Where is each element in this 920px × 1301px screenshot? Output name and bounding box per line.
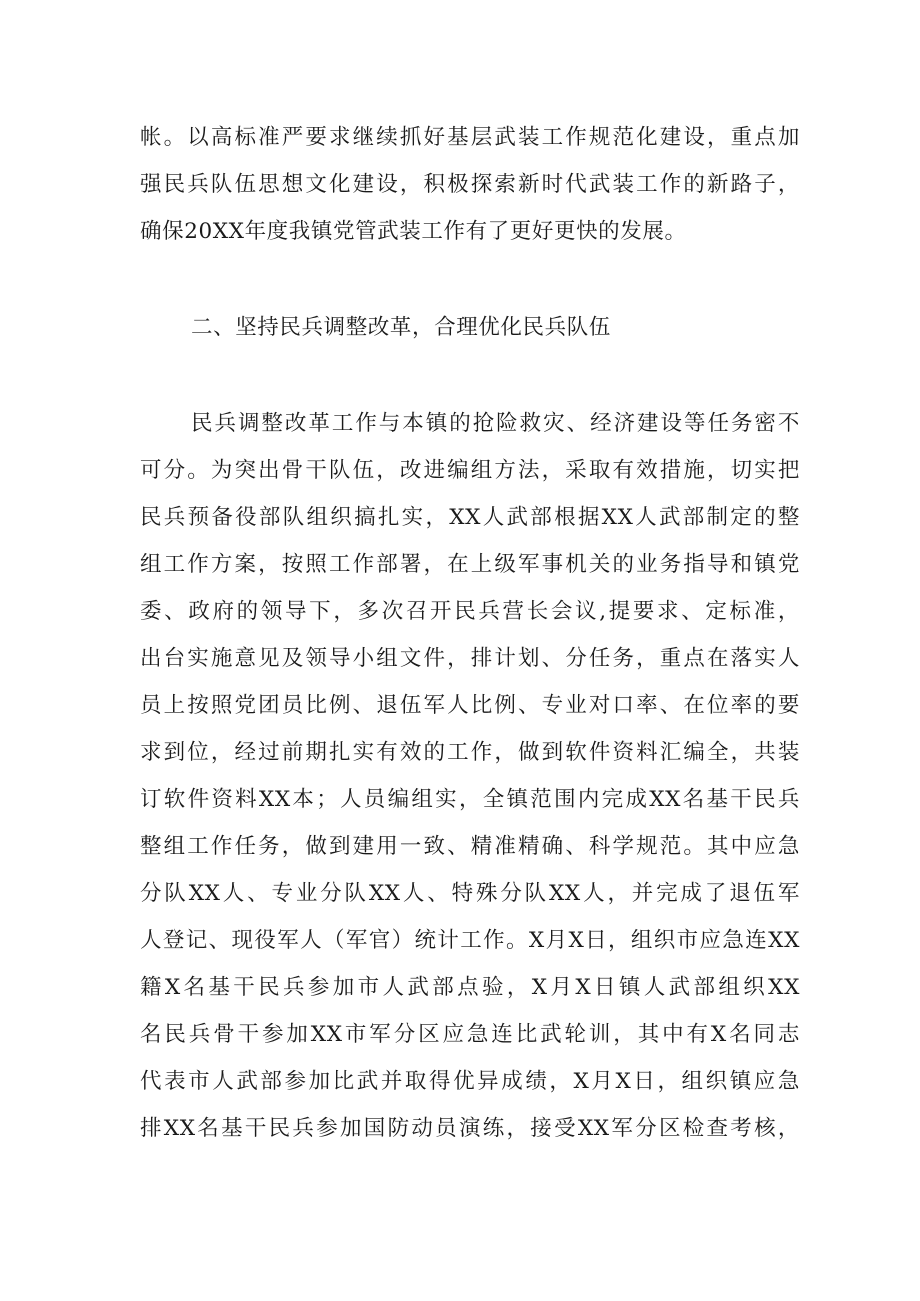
paragraph-2-line: 整组工作任务，做到建用一致、精准精确、科学规范。其中应急	[140, 834, 800, 859]
paragraph-2-line: 订软件资料XX本；人员编组实，全镇范围内完成XX名基干民兵	[140, 787, 800, 812]
paragraph-2-line: 委、政府的领导下，多次召开民兵营长会议,提要求、定标准，	[140, 599, 800, 624]
paragraph-2-line: 分队XX人、专业分队XX人、特殊分队XX人，并完成了退伍军	[140, 881, 800, 906]
paragraph-1-line: 确保20XX年度我镇党管武装工作有了更好更快的发展。	[140, 219, 687, 244]
paragraph-1-line: 帐。以高标准严要求继续抓好基层武装工作规范化建设，重点加	[140, 125, 800, 150]
paragraph-2-line: 籍X名基干民兵参加市人武部点验，X月X日镇人武部组织XX	[140, 975, 800, 1000]
section-heading: 二、坚持民兵调整改革，合理优化民兵队伍	[191, 315, 611, 340]
paragraph-2-line: 名民兵骨干参加XX市军分区应急连比武轮训，其中有X名同志	[140, 1022, 800, 1047]
paragraph-2-line: 排XX名基干民兵参加国防动员演练，接受XX军分区检查考核，	[140, 1116, 800, 1141]
paragraph-2-line: 组工作方案，按照工作部署，在上级军事机关的业务指导和镇党	[140, 552, 800, 577]
paragraph-2-line: 员上按照党团员比例、退伍军人比例、专业对口率、在位率的要	[140, 693, 800, 718]
paragraph-2-line: 可分。为突出骨干队伍，改进编组方法，采取有效措施，切实把	[140, 458, 800, 483]
paragraph-2-line: 代表市人武部参加比武并取得优异成绩，X月X日，组织镇应急	[140, 1069, 800, 1094]
paragraph-2-line: 民兵预备役部队组织搞扎实，XX人武部根据XX人武部制定的整	[140, 505, 800, 530]
paragraph-2-line: 人登记、现役军人（军官）统计工作。X月X日，组织市应急连XX	[140, 928, 800, 953]
paragraph-2-line: 民兵调整改革工作与本镇的抢险救灾、经济建设等任务密不	[191, 411, 800, 436]
paragraph-1-line: 强民兵队伍思想文化建设，积极探索新时代武装工作的新路子，	[140, 172, 800, 197]
paragraph-2-line: 出台实施意见及领导小组文件，排计划、分任务，重点在落实人	[140, 646, 800, 671]
paragraph-2-line: 求到位，经过前期扎实有效的工作，做到软件资料汇编全，共装	[140, 740, 800, 765]
